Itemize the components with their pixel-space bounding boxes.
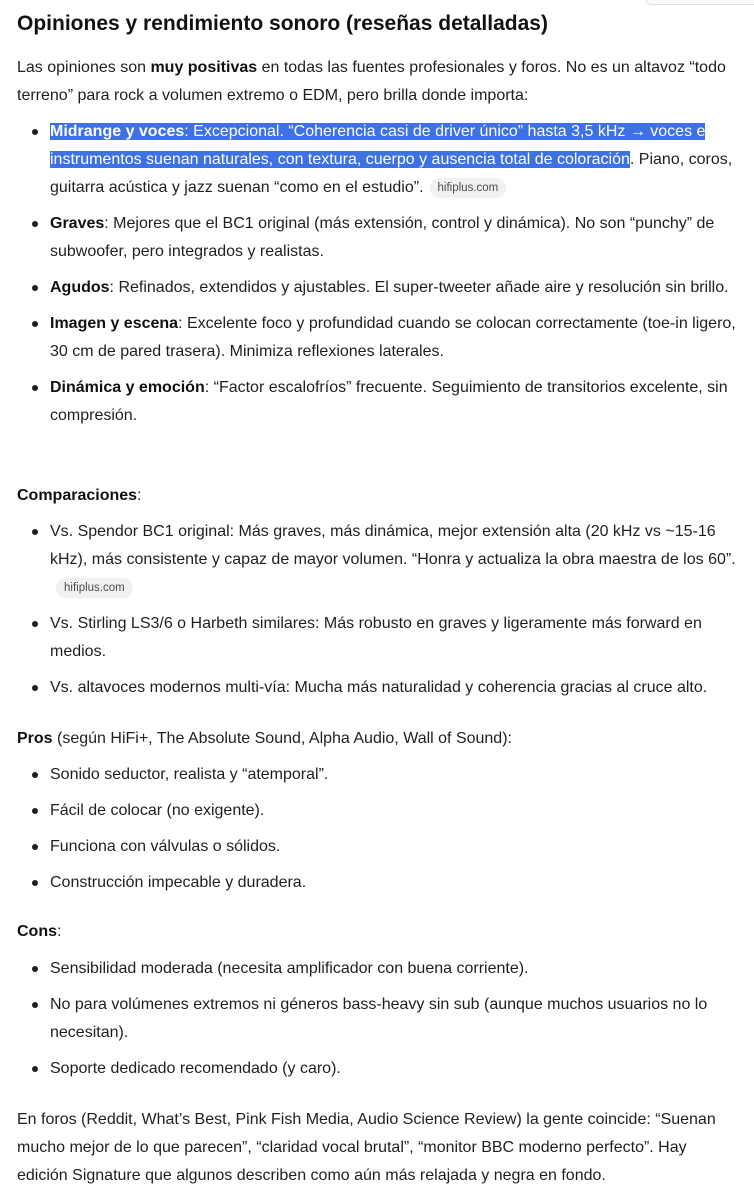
item-label: Graves [50,215,105,232]
pros-list [17,761,739,897]
list-item [17,310,739,366]
list-item [17,118,739,202]
item-label: Agudos [50,279,110,296]
list-item: Construcción impecable y duradera. [17,869,739,897]
cons-label: Cons [17,923,57,940]
item-label: Midrange y voces [50,123,185,140]
selected-text[interactable] [50,123,705,168]
pros-label: Pros [17,730,53,747]
comparisons-suffix: : [137,487,142,504]
comparisons-label: Comparaciones [17,487,138,504]
pros-heading [17,725,512,753]
list-item [17,374,739,430]
comparisons-heading [17,482,142,510]
item-text: Vs. altavoces modernos multi-vía: Mucha más naturalidad y coherencia gracias al cruce alto. [50,679,708,696]
list-item: No para volúmenes extremos ni géneros bass-heavy sin sub (aunque muchos usuarios no lo necesitan). [17,991,739,1047]
source-chip[interactable]: hifiplus.com [430,178,507,198]
list-item [17,518,739,602]
sound-list [17,118,739,430]
item-text: Vs. Spendor BC1 original: Más graves, más dinámica, mejor extensión alta (20 kHz vs ~15-16 kHz), más consistente y capaz de mayor volumen. “Honra y actualiza la obra maestra de los 60”. [50,523,736,568]
top-right-panel-edge [646,0,754,5]
item-text-rest: . Piano, coros, guitarra acústica y jazz suenan “como en el estudio”. [50,151,733,196]
item-text: Vs. Stirling LS3/6 o Harbeth similares: Más robusto en graves y ligeramente más forward en medios. [50,615,702,660]
intro-text-before: Las opiniones son [17,59,151,76]
item-text: : Excepcional. “Coherencia casi de driver único” hasta 3,5 kHz → voces e instrumentos suenan naturales, con textura, cuerpo y ausencia total de coloración [50,123,706,168]
item-label: Dinámica y emoción [50,379,205,396]
list-item [17,210,739,266]
item-label: Imagen y escena [50,315,179,332]
item-text: : Mejores que el BC1 original (más extensión, control y dinámica). No son “punchy” de subwoofer, pero integrados y realistas. [50,215,715,260]
list-item: Fácil de colocar (no exigente). [17,797,739,825]
section-heading: Opiniones y rendimiento sonoro (reseñas detalladas) [17,12,548,35]
source-chip[interactable]: hifiplus.com [56,578,133,598]
item-text: : Excelente foco y profundidad cuando se colocan correctamente (toe-in ligero, 30 cm de pared trasera). Minimiza reflexiones laterales. [50,315,736,360]
item-text: : Refinados, extendidos y ajustables. El super-tweeter añade aire y resolución sin brillo. [109,279,729,296]
list-item: Funciona con válvulas o sólidos. [17,833,739,861]
list-item: Sensibilidad moderada (necesita amplificador con buena corriente). [17,955,739,983]
intro-bold: muy positivas [150,59,258,76]
list-item: Sonido seductor, realista y “atemporal”. [17,761,739,789]
intro-text-after: en todas las fuentes profesionales y foros. No es un altavoz “todo terreno” para rock a volumen extremo o EDM, pero brilla donde importa: [17,59,726,104]
list-item [17,674,739,702]
list-item [17,610,739,666]
cons-suffix: : [57,923,62,940]
list-item [17,274,739,302]
intro-paragraph [17,54,739,110]
comparisons-list [17,518,739,702]
cons-heading [17,918,61,946]
pros-suffix: (según HiFi+, The Absolute Sound, Alpha Audio, Wall of Sound): [52,730,512,747]
cons-list [17,955,739,1083]
closing-paragraph: En foros (Reddit, What’s Best, Pink Fish Media, Audio Science Review) la gente coincide: “Suenan mucho mejor de lo que parecen”, “claridad vocal brutal”, “monitor BBC moderno perfecto”. Hay edición Signature que algunos describen como aún más relajada y negra en fondo. [17,1111,716,1184]
list-item: Soporte dedicado recomendado (y caro). [17,1055,739,1083]
item-text: : “Factor escalofríos” frecuente. Seguimiento de transitorios excelente, sin compresión. [50,379,728,424]
